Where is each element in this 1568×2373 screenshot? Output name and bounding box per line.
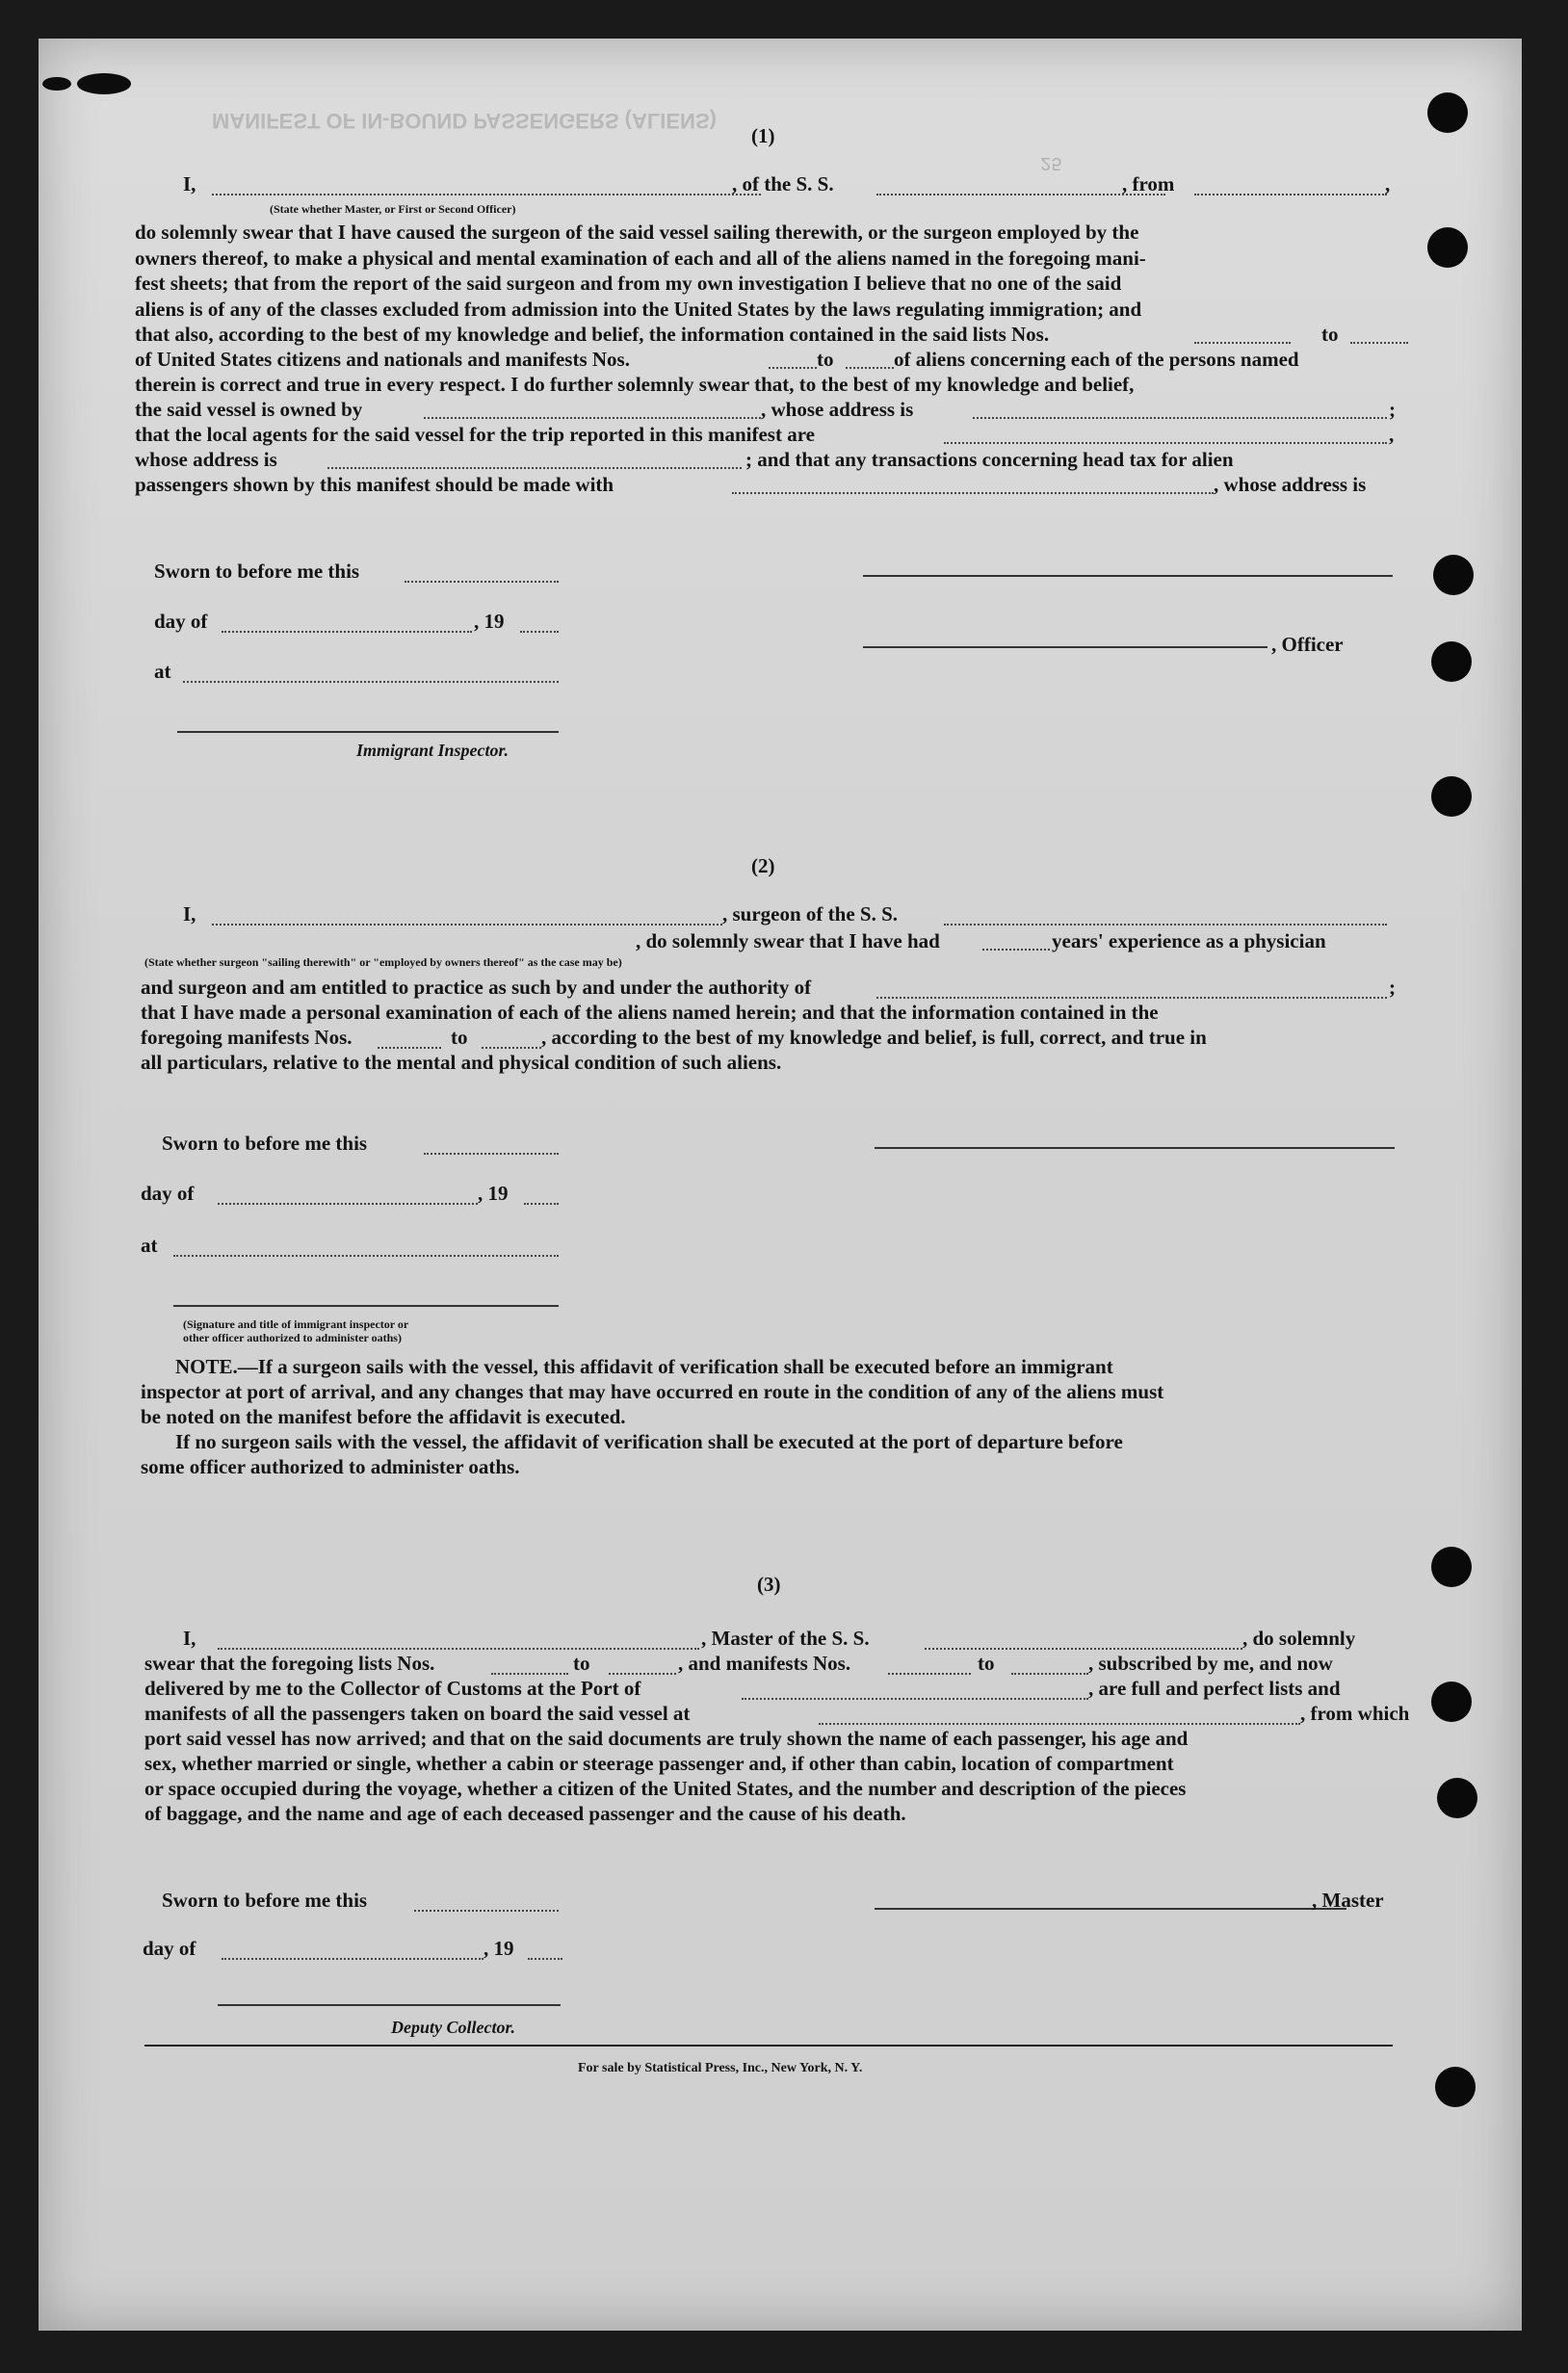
authority-field[interactable]	[876, 996, 1387, 999]
punch-hole	[1431, 776, 1472, 817]
s2-note-line-2: inspector at port of arrival, and any changes that may have occurred en route in the condition of any of the aliens must	[141, 1380, 1164, 1403]
section-1-number: (1)	[751, 124, 775, 147]
s1-line1-ss: , of the S. S.	[732, 172, 834, 196]
s3-sex-married: sex, whether married or single, whether a cabin or steerage passenger and, if other than cabin, location of compartment	[144, 1752, 1174, 1775]
s3-line1-i: I,	[183, 1627, 196, 1650]
s1-line-therein: therein is correct and true in every respect. I do further solemnly swear that, to the best of my knowledge and belief,	[135, 373, 1135, 396]
section-2-number: (2)	[751, 854, 775, 877]
s3-space-occupied: or space occupied during the voyage, whether a citizen of the United States, and the number and description of the pieces	[144, 1777, 1187, 1800]
s3-manifests-to: to	[978, 1652, 995, 1675]
s1-sworn-date-field[interactable]	[405, 580, 559, 583]
collector-port-field[interactable]	[742, 1697, 1088, 1700]
s2-note-line-4: If no surgeon sails with the vessel, the affidavit of verification shall be executed at the port of departure before	[175, 1430, 1123, 1453]
s2-foregoing: foregoing manifests Nos.	[141, 1026, 353, 1049]
s3-master-label: , Master	[1312, 1889, 1384, 1912]
local-agents-field[interactable]	[944, 441, 1387, 444]
s3-lists-from-field[interactable]	[491, 1672, 568, 1675]
s3-port-arrived: port said vessel has now arrived; and that on the said documents are truly shown the name of each passenger, his age and	[144, 1727, 1189, 1750]
manifests-from-field[interactable]	[769, 366, 817, 369]
master-signature-line[interactable]	[875, 1907, 1346, 1910]
s2-examination: that I have made a personal examination of each of the aliens named herein; and that the information contained in the	[141, 1001, 1159, 1024]
departure-port-field[interactable]	[1194, 193, 1387, 196]
s1-head-tax-address: , whose address is	[1214, 473, 1367, 496]
s2-manifests-to-field[interactable]	[482, 1046, 541, 1049]
s3-year-field[interactable]	[528, 1957, 562, 1960]
s3-solemnly: , do solemnly	[1242, 1627, 1356, 1650]
s2-line1-i: I,	[183, 902, 196, 926]
officer-title-line[interactable]	[863, 645, 1267, 648]
s3-full-perfect: , are full and perfect lists and	[1088, 1677, 1341, 1700]
surgeon-signature-line[interactable]	[875, 1146, 1395, 1149]
s1-day-field[interactable]	[222, 630, 472, 633]
s2-authority: and surgeon and am entitled to practice as such by and under the authority of	[141, 976, 812, 999]
s1-manifests-rest: of aliens concerning each of the persons named	[894, 348, 1299, 371]
s1-line1-comma: ,	[1385, 172, 1391, 196]
punch-hole	[1431, 1547, 1472, 1587]
s2-note-line-5: some officer authorized to administer oaths.	[141, 1455, 520, 1478]
punch-hole	[1433, 555, 1474, 595]
s3-year-prefix: , 19	[483, 1937, 514, 1960]
master-name-field[interactable]	[218, 1647, 699, 1650]
s2-note-line-1: NOTE.—If a surgeon sails with the vessel, this affidavit of verification shall be executed before an immigrant	[175, 1355, 1113, 1378]
s1-manifests-text: of United States citizens and nationals and manifests Nos.	[135, 348, 630, 371]
s1-at-label: at	[154, 660, 171, 683]
s3-lists-to-field[interactable]	[609, 1672, 676, 1675]
s3-delivered: delivered by me to the Collector of Customs at the Port of	[144, 1677, 641, 1700]
s1-day-of-label: day of	[154, 610, 208, 633]
deputy-collector-signature-line[interactable]	[218, 2003, 561, 2006]
section-1-oath-text: do solemnly swear that I have caused the surgeon of the said vessel sailing therewith, or the surgeon employed by the owners thereof, to make a physical and mental examination of each and all of the aliens named in the foregoing mani- fest sheets; that from the report of the said surgeon and from my own investigation I believe that no one of the said aliens is of any of the classes excluded from admission into the United States by the laws regulating immigration; and	[135, 221, 1146, 321]
s3-vessel-field[interactable]	[925, 1647, 1242, 1650]
s2-vessel-field[interactable]	[944, 923, 1387, 926]
s1-inspector-label: Immigrant Inspector.	[356, 741, 510, 760]
s2-at-field[interactable]	[173, 1254, 559, 1257]
s1-head-tax: ; and that any transactions concerning head tax for alien	[745, 448, 1234, 471]
head-tax-contact-field[interactable]	[732, 491, 1214, 494]
s3-manifests: , and manifests Nos.	[678, 1652, 851, 1675]
s2-solemnly: , do solemnly swear that I have had	[636, 929, 940, 952]
s2-foregoing-rest: , according to the best of my knowledge and belief, is full, correct, and true in	[541, 1026, 1207, 1049]
officer-signature-line[interactable]	[863, 574, 1393, 577]
years-experience-field[interactable]	[982, 948, 1050, 951]
s3-manifests-to-field[interactable]	[1011, 1672, 1088, 1675]
s1-owned-by: the said vessel is owned by	[135, 398, 363, 421]
punch-hole	[1427, 227, 1468, 268]
punch-hole	[1427, 92, 1468, 133]
s3-manifests-from-field[interactable]	[888, 1672, 971, 1675]
s1-local-agents: that the local agents for the said vessel for the trip reported in this manifest are	[135, 423, 815, 446]
s2-sworn-date-field[interactable]	[424, 1152, 559, 1155]
s2-authority-semicolon: ;	[1389, 976, 1396, 999]
s3-lists-to: to	[573, 1652, 590, 1675]
s3-lists-text: swear that the foregoing lists Nos.	[144, 1652, 435, 1675]
s1-owned-semicolon: ;	[1389, 398, 1396, 421]
s2-surgeon-note: (State whether surgeon "sailing therewith" or "employed by owners thereof" as the case may be)	[144, 955, 622, 969]
s2-note-line-3: be noted on the manifest before the affidavit is executed.	[141, 1405, 626, 1428]
punch-hole	[1431, 1682, 1472, 1722]
s3-subscribed: , subscribed by me, and now	[1088, 1652, 1333, 1675]
s3-deputy-label: Deputy Collector.	[391, 2018, 515, 2037]
s3-master-of: , Master of the S. S.	[701, 1627, 870, 1650]
footer-rule	[144, 2044, 1393, 2047]
s2-manifests-from-field[interactable]	[378, 1046, 441, 1049]
s3-day-of-label: day of	[143, 1937, 196, 1960]
owner-field[interactable]	[424, 416, 761, 419]
s2-surgeon-of: , surgeon of the S. S.	[722, 902, 899, 926]
ghost-header: MANIFEST OF IN-BOUND PASSENGERS (ALIENS)	[212, 109, 717, 133]
ghost-marker: 25	[1040, 152, 1062, 173]
s3-day-field[interactable]	[222, 1957, 483, 1960]
s3-baggage: of baggage, and the name and age of each deceased passenger and the cause of his death.	[144, 1802, 906, 1825]
s2-sig-note-1: (Signature and title of immigrant inspector or	[183, 1317, 409, 1331]
punch-hole	[1431, 641, 1472, 682]
s2-at-label: at	[141, 1234, 158, 1257]
agents-address-field[interactable]	[327, 466, 742, 469]
s2-foregoing-to: to	[451, 1026, 468, 1049]
s1-year-prefix: , 19	[474, 610, 505, 633]
s2-years-experience: years' experience as a physician	[1052, 929, 1326, 952]
s2-sig-note-2: other officer authorized to administer oaths)	[183, 1331, 402, 1344]
s1-manifests-to: to	[817, 348, 834, 371]
owner-address-field[interactable]	[973, 416, 1387, 419]
s3-from-which: , from which	[1300, 1702, 1410, 1725]
citizen-lists-from-field[interactable]	[1194, 341, 1291, 344]
officer-rank-field[interactable]	[212, 193, 761, 196]
s1-passengers-line: passengers shown by this manifest should be made with	[135, 473, 614, 496]
s1-lists-text: that also, according to the best of my knowledge and belief, the information contained in the said lists Nos.	[135, 323, 1050, 346]
embarkation-port-field[interactable]	[819, 1722, 1300, 1725]
s2-inspector-signature-line[interactable]	[173, 1304, 559, 1307]
manifests-to-field[interactable]	[846, 366, 894, 369]
s1-owner-address-label: , whose address is	[761, 398, 914, 421]
s1-at-field[interactable]	[183, 680, 559, 683]
s3-sworn-label: Sworn to before me this	[162, 1889, 368, 1912]
s3-sworn-date-field[interactable]	[414, 1909, 559, 1912]
s2-year-field[interactable]	[524, 1202, 559, 1205]
s1-lists-to: to	[1321, 323, 1339, 346]
s1-line1-from: , from	[1122, 172, 1175, 196]
surgeon-type-field[interactable]	[212, 923, 722, 926]
officer-rank-note: (State whether Master, or First or Second Officer)	[270, 202, 516, 216]
s2-day-field[interactable]	[218, 1202, 478, 1205]
s2-year-prefix: , 19	[478, 1182, 509, 1205]
s2-day-of-label: day of	[141, 1182, 195, 1205]
s3-taken-on-board: manifests of all the passengers taken on board the said vessel at	[144, 1702, 691, 1725]
inspector-signature-line[interactable]	[177, 730, 559, 733]
s1-officer-label: , Officer	[1271, 633, 1344, 656]
ink-blot	[42, 77, 71, 91]
ink-blot	[77, 73, 131, 94]
punch-hole	[1437, 1778, 1477, 1818]
footer-imprint: For sale by Statistical Press, Inc., New York, N. Y.	[578, 2061, 863, 2075]
citizen-lists-to-field[interactable]	[1350, 341, 1408, 344]
section-3-number: (3)	[757, 1573, 781, 1596]
s1-sworn-label: Sworn to before me this	[154, 560, 360, 583]
s2-particulars: all particulars, relative to the mental and physical condition of such aliens.	[141, 1051, 782, 1074]
s1-agents-address-label: whose address is	[135, 448, 277, 471]
s1-line1-i: I,	[183, 172, 196, 196]
manifest-sheet	[39, 39, 1522, 2331]
s1-year-field[interactable]	[520, 630, 559, 633]
punch-hole	[1435, 2067, 1476, 2107]
s2-sworn-label: Sworn to before me this	[162, 1132, 368, 1155]
s1-agents-comma: ,	[1389, 423, 1395, 446]
